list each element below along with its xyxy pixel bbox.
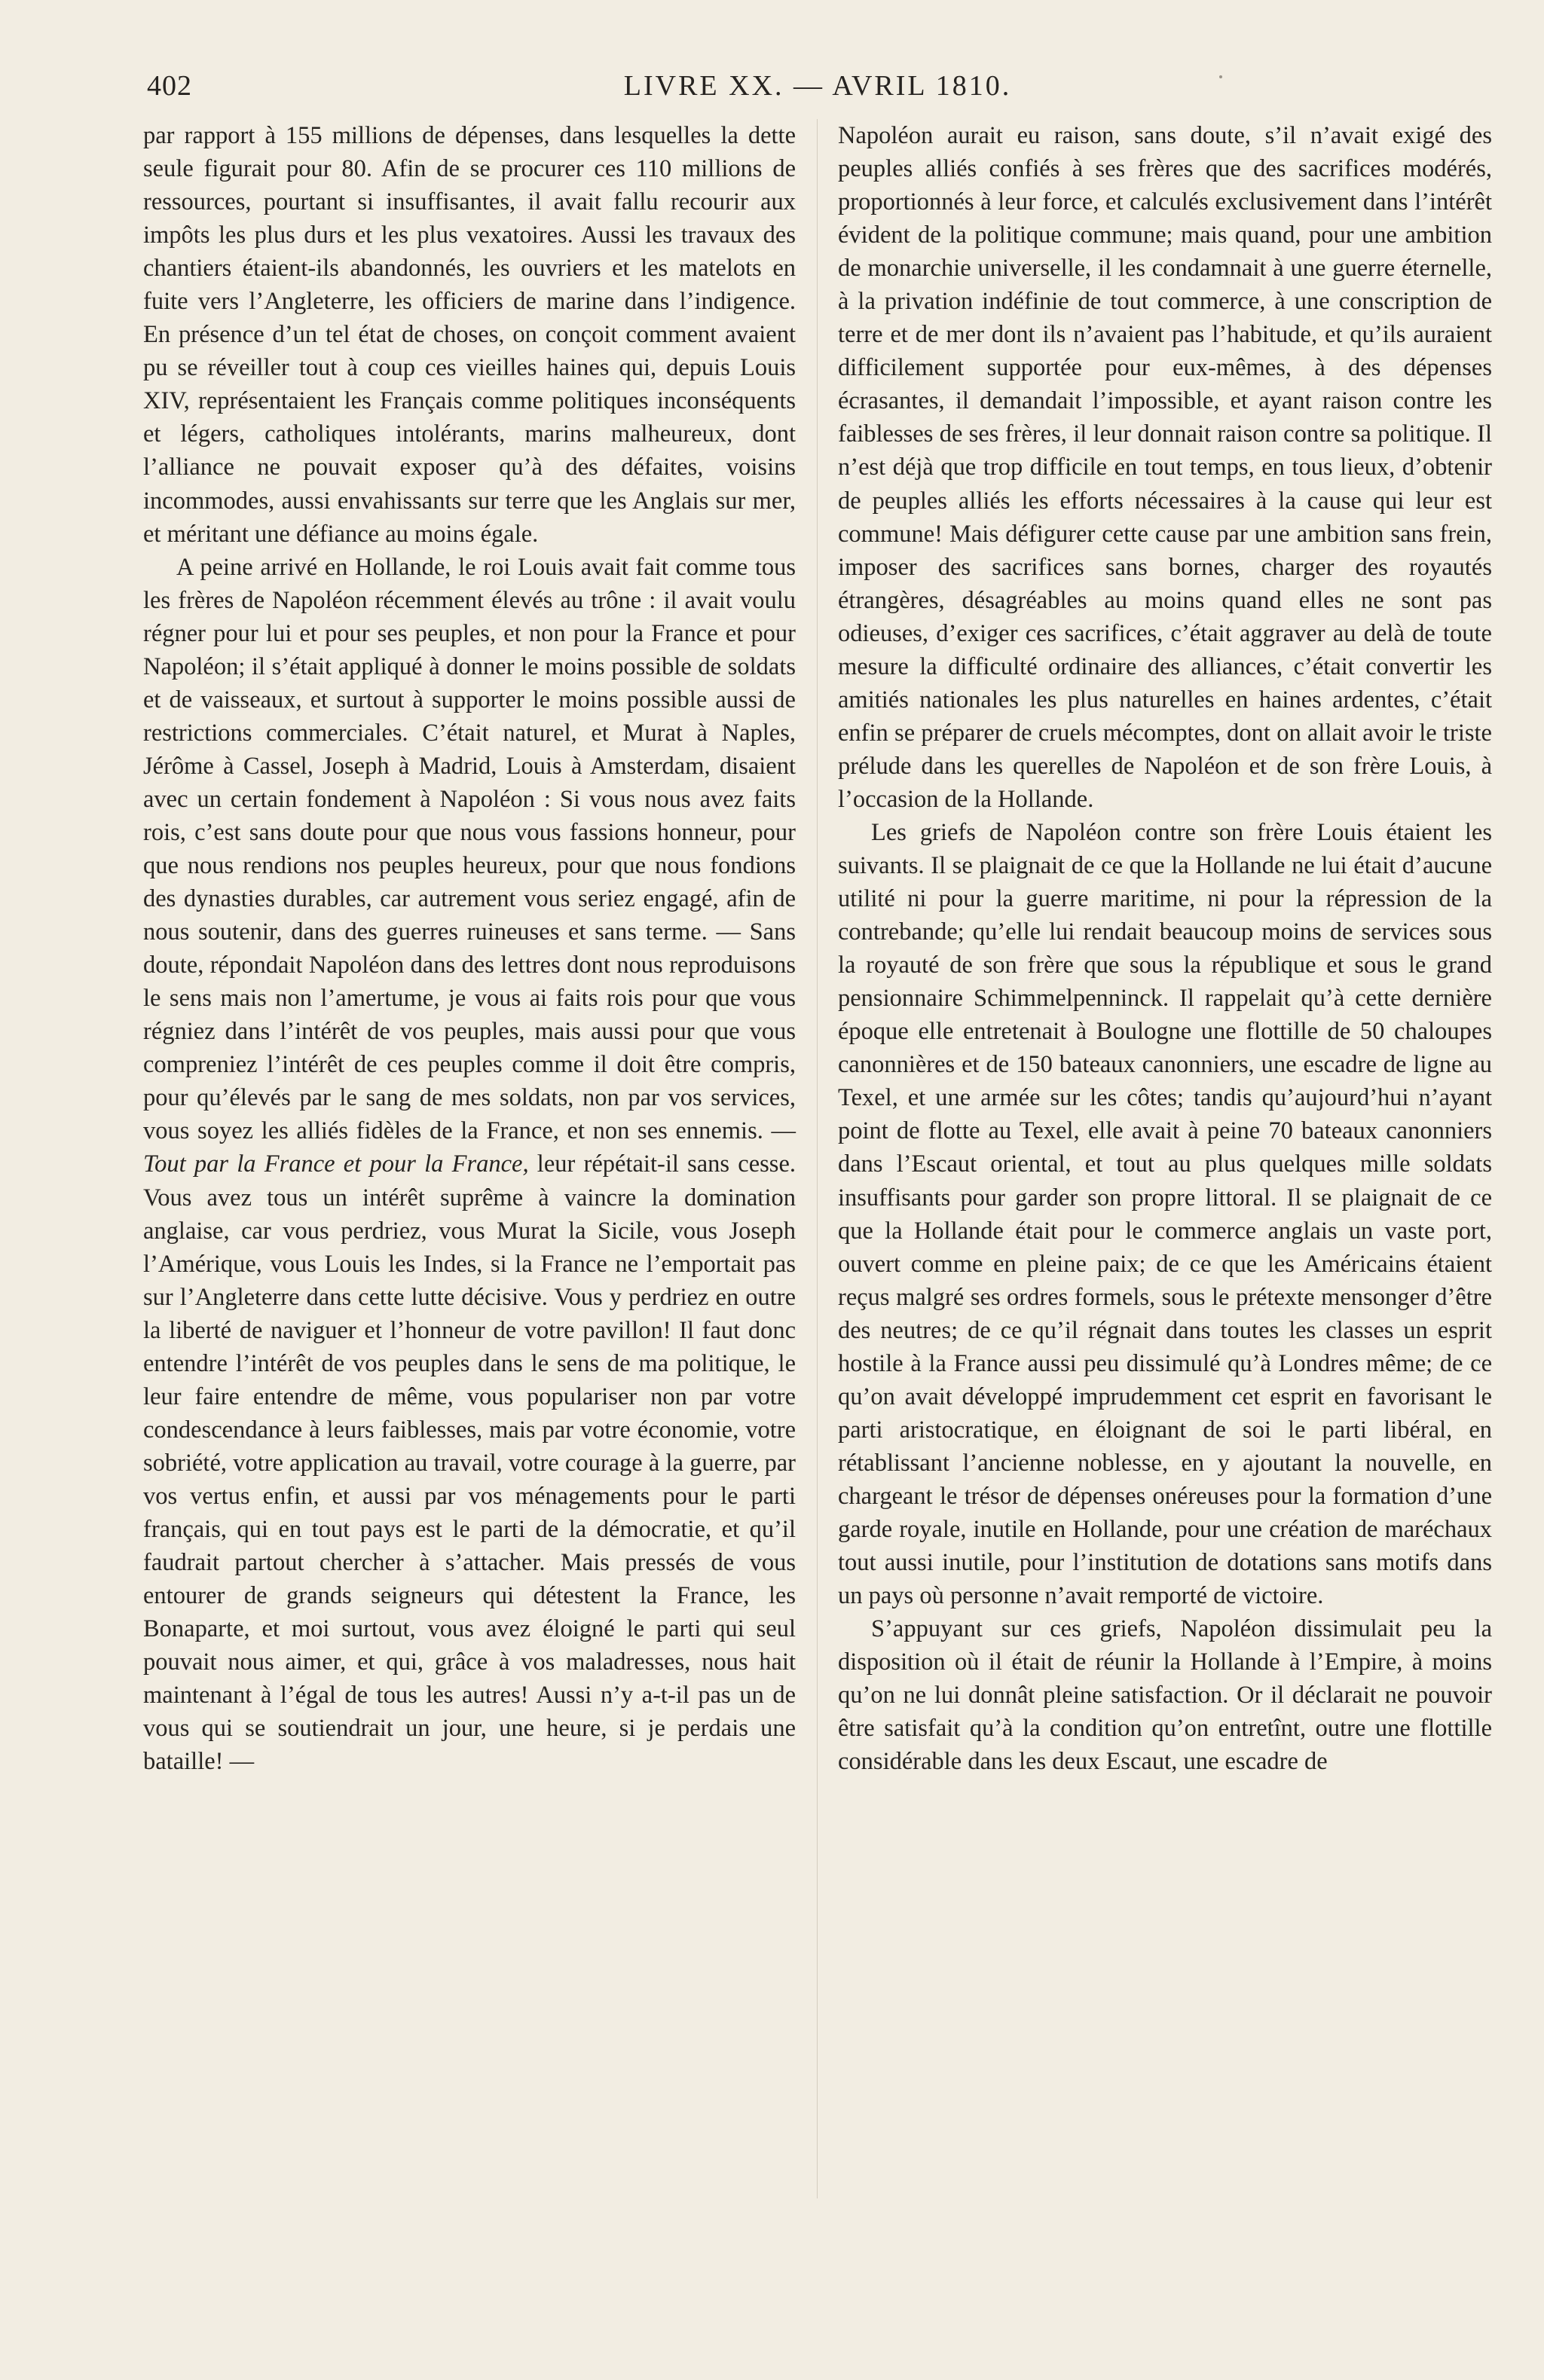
right-paragraph-3: S’appuyant sur ces griefs, Napoléon dissimulait peu la disposition où il était de réunir la Hollande à l’Empire, à moins qu’on ne lui donnât pleine satisfaction. Or il déclarait ne pouvoir être satisfait qu’à la condition qu’on entretînt, outre une flottille considérable dans les deux Escaut, une escadre de <box>838 1615 1492 1776</box>
running-title: LIVRE XX. — AVRIL 1810. <box>623 70 1012 102</box>
left-paragraph-2 <box>143 551 796 1779</box>
page-number: 402 <box>147 70 192 102</box>
left-paragraph-1: par rapport à 155 millions de dépenses, dans lesquelles la dette seule figurait pour 80. Afin de se procurer ces 110 millions de ressources, pourtant si insuffisantes, il avait fallu recourir aux impôts les plus durs et les plus vexatoires. Aussi les travaux des chantiers étaient-ils abandonnés, les ouvriers et les matelots en fuite vers l’Angleterre, les officiers de marine dans l’indigence. En présence d’un tel état de choses, on conçoit comment avaient pu se réveiller tout à coup ces vieilles haines qui, depuis Louis XIV, représentaient les Français comme politiques inconséquents et légers, catholiques intolérants, marins malheureux, dont l’alliance ne pouvait exposer qu’à des défaites, voisins incommodes, aussi envahissants sur terre que les Anglais sur mer, et méritant une défiance au moins égale. <box>143 122 796 548</box>
page-header <box>143 69 1492 107</box>
right-paragraph-1: Napoléon aurait eu raison, sans doute, s’il n’avait exigé des peuples alliés confiés à ses frères que des sacrifices modérés, proportionnés à leur force, et calculés exclusivement dans l’intérêt évident de la politique commune; mais quand, pour une ambition de monarchie universelle, il les condamnait à une guerre éternelle, à la privation indéfinie de tout commerce, à une conscription de terre et de mer dont ils n’avaient pas l’habitude, et qu’ils auraient difficilement supportée pour eux-mêmes, à des dépenses écrasantes, il demandait l’impossible, et ayant raison contre les faiblesses de ses frères, il leur donnait raison contre sa politique. Il n’est déjà que trop difficile en tout temps, en tous lieux, d’obtenir de peuples alliés les efforts nécessaires à la cause qui leur est commune! Mais défigurer cette cause par une ambition sans frein, imposer des sacrifices sans bornes, charger des royautés étrangères, désagréables au moins quand elles ne sont pas odieuses, d’exiger ces sacrifices, c’était aggraver au delà de toute mesure la difficulté ordinaire des alliances, c’était convertir les amitiés nationales les plus naturelles en haines ardentes, c’était enfin se préparer de cruels mécomptes, dont on allait avoir le triste prélude dans les querelles de Napoléon et de son frère Louis, à l’occasion de la Hollande. <box>838 122 1492 813</box>
print-speck <box>1219 75 1222 78</box>
right-paragraph-2: Les griefs de Napoléon contre son frère Louis étaient les suivants. Il se plaignait de ce que la Hollande ne lui était d’aucune utilité ni pour la guerre maritime, ni pour la répression de la contrebande; qu’elle lui rendait beaucoup moins de services sous la royauté de son frère que sous la république et sous le grand pensionnaire Schimmelpenninck. Il rappelait qu’à cette dernière époque elle entretenait à Boulogne une flottille de 50 chaloupes canonnières et de 150 bateaux canonniers, une escadre de ligne au Texel, et une armée sur les côtes; tandis qu’aujourd’hui n’ayant point de flotte au Texel, elle avait à peine 70 bateaux canonniers dans l’Escaut oriental, et tout au plus quelques mille soldats insuffisants pour garder son propre littoral. Il se plaignait de ce que la Hollande était pour le commerce anglais un vaste port, ouvert comme en pleine paix; de ce que les Américains étaient reçus malgré ses ordres formels, sous le prétexte mensonger d’être des neutres; de ce qu’il régnait dans toutes les classes un esprit hostile à la France aussi peu dissimulé qu’à Londres même; de ce qu’on avait développé imprudemment cet esprit en favorisant le parti aristocratique, en éloignant de soi le parti libéral, en rétablissant l’ancienne noblesse, en y ajoutant la nouvelle, en chargeant le trésor de dépenses onéreuses pour la formation d’une garde royale, inutile en Hollande, pour une création de maréchaux tout aussi inutile, pour l’institution de dotations sans motifs dans un pays où personne n’avait remporté de victoire. <box>838 818 1492 1610</box>
left-column <box>143 119 796 1778</box>
left-paragraph-2-part-a: A peine arrivé en Hollande, le roi Louis avait fait comme tous les frères de Napoléon récemment élevés au trône : il avait voulu régner pour lui et pour ses peuples, et non pour la France et pour Napoléon; il s’était appliqué à donner le moins possible de soldats et de vaisseaux, et surtout à supporter le moins possible aussi de restrictions commerciales. C’était naturel, et Murat à Naples, Jérôme à Cassel, Joseph à Madrid, Louis à Amsterdam, disaient avec un certain fondement à Napoléon : Si vous nous avez faits rois, c’est sans doute pour que nous vous fassions honneur, pour que nous rendions nos peuples heureux, pour que nous fondions des dynasties durables, car autrement vous seriez engagé, afin de nous soutenir, dans des guerres ruineuses et sans terme. — Sans doute, répondait Napoléon dans des lettres dont nous reproduisons le sens mais non l’amertume, je vous ai faits rois pour que vous régniez dans l’intérêt de vos peuples, mais aussi pour que vous compreniez l’intérêt de ces peuples comme il doit être compris, pour qu’élevés par le sang de mes soldats, non par vos services, vous soyez les alliés fidèles de la France, et non ses ennemis. — <box>143 553 796 1145</box>
right-column <box>838 119 1492 1778</box>
column-divider <box>817 119 818 2198</box>
left-paragraph-2-italic-quote: Tout par la France et pour la France, <box>143 1150 529 1178</box>
left-paragraph-2-part-b: leur répétait-il sans cesse. Vous avez tous un intérêt suprême à vaincre la domination anglaise, car vous perdriez, vous Murat la Sicile, vous Joseph l’Amérique, vous Louis les Indes, si la France ne l’emportait pas sur l’Angleterre dans cette lutte décisive. Vous y perdriez en outre la liberté de naviguer et l’honneur de votre pavillon! Il faut donc entendre l’intérêt de vos peuples dans le sens de ma politique, le leur faire entendre de même, vous populariser non par votre condescendance à leurs faiblesses, mais par votre économie, votre sobriété, votre application au travail, votre courage à la guerre, par vos vertus enfin, et aussi par vos ménagements pour le parti français, qui en tout pays est le parti de la démocratie, et qu’il faudrait partout chercher à s’attacher. Mais pressés de vous entourer de grands seigneurs qui détestent la France, les Bonaparte, et moi surtout, vous avez éloigné le parti qui seul pouvait nous aimer, et qui, grâce à vos maladresses, nous hait maintenant à l’égal de tous les autres! Aussi n’y a-t-il pas un de vous qui se soutiendrait un jour, une heure, si je perdais une bataille! — <box>143 1150 796 1776</box>
